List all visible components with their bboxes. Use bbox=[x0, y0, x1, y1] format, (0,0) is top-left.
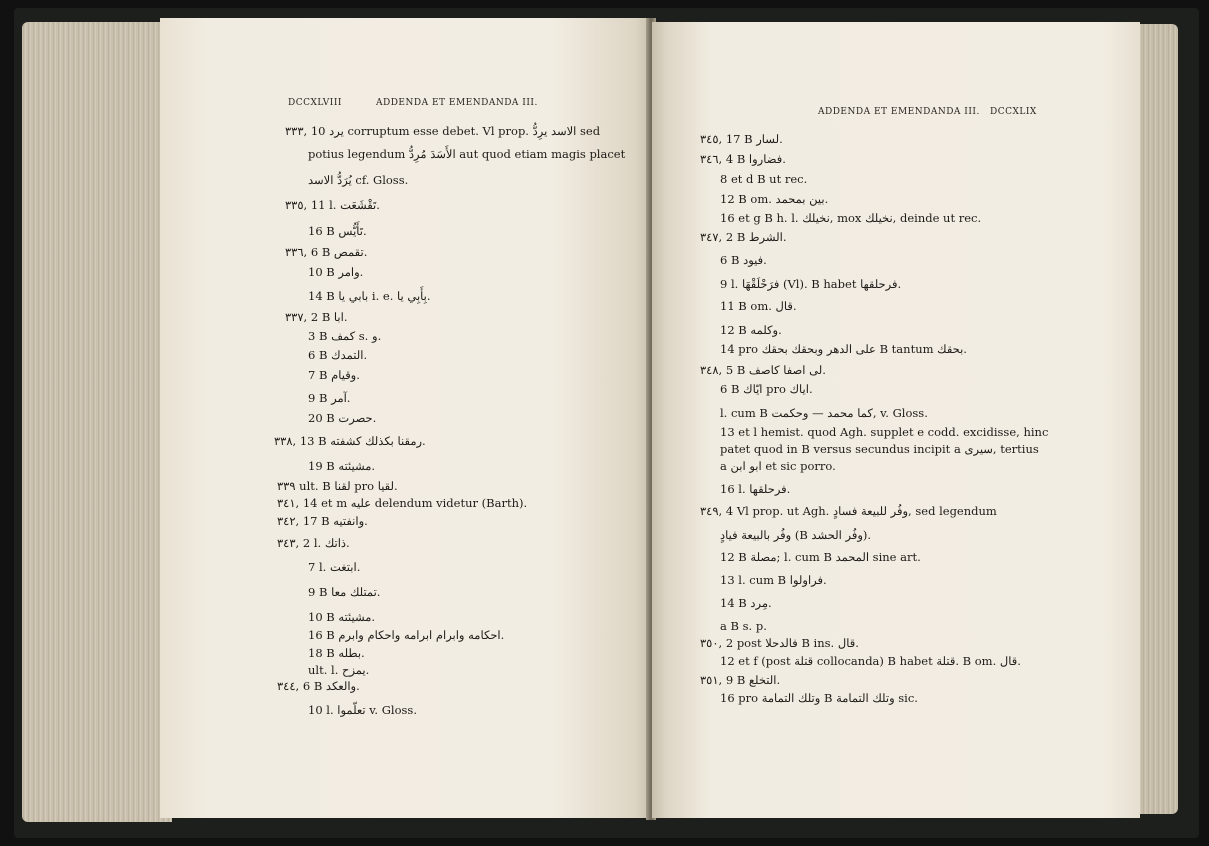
text-line: 14 pro على الدهر وبحقك بحقك B tantum بحقك. bbox=[720, 342, 967, 356]
text-line: 19 B مشيئته. bbox=[308, 459, 376, 473]
text-line: a ابو ابن et sic porro. bbox=[720, 459, 836, 473]
text-line: 12 B وكلمه. bbox=[720, 323, 782, 337]
right-folio: DCCXLIX bbox=[990, 107, 1037, 117]
text-line: 10 B مشيئته. bbox=[308, 610, 376, 624]
text-line: ٣٣٥, 11 l. تَقْشَعَت. bbox=[285, 198, 380, 212]
text-line: 14 B مِرد. bbox=[720, 596, 772, 610]
text-line: 16 pro وتلك التمامة B وتلك التمامة sic. bbox=[720, 691, 918, 705]
text-line: 16 B تَأَيُّس. bbox=[308, 224, 367, 238]
text-line: 9 B آمر. bbox=[308, 391, 351, 405]
text-line: ٣٤٣, 2 l. ذاتك. bbox=[277, 536, 350, 550]
text-line: 7 B وقيام. bbox=[308, 368, 360, 382]
text-line: ult. l. يمزح. bbox=[308, 663, 370, 677]
left-running-head: ADDENDA ET EMENDANDA III. bbox=[376, 98, 538, 108]
text-line: 7 l. ابتغت. bbox=[308, 560, 361, 574]
text-line: 9 l. فرَحْلَقْهَا (Vl). B habet فرحلقها. bbox=[720, 277, 902, 291]
text-line: 16 l. فرحلقها. bbox=[720, 482, 791, 496]
text-line: 3 B كمف s. و. bbox=[308, 329, 382, 343]
left-folio: DCCXLVIII bbox=[288, 98, 342, 108]
left-page bbox=[160, 18, 650, 818]
text-line: وفُر بالبيعة فيادٍ (B وفُر الحشد). bbox=[720, 528, 872, 542]
right-page bbox=[652, 22, 1140, 818]
text-line: 16 et g B h. l. نخيلك, mox نخيلك, deinde ut rec. bbox=[720, 211, 982, 225]
text-line: 8 et d B ut rec. bbox=[720, 172, 808, 186]
text-line: 6 B ايّاك pro اياك. bbox=[720, 382, 813, 396]
text-line: 12 et f (post قتلة collocanda) B habet قتلة. B om. قال. bbox=[720, 654, 1021, 668]
text-line: 10 l. تعلّموا v. Gloss. bbox=[308, 703, 417, 717]
left-page-edges bbox=[22, 22, 172, 822]
text-line: potius legendum الأَسَدَ مُرِدُّ aut quod etiam magis placet bbox=[308, 147, 626, 161]
text-line: ٣٣٨, 13 B رمقنا بكذلك كشفته. bbox=[274, 434, 426, 448]
text-line: ٣٥٠, 2 post فالدحلا B ins. قال. bbox=[700, 636, 859, 650]
right-running-head: ADDENDA ET EMENDANDA III. bbox=[818, 107, 980, 117]
text-line: patet quod in B versus secundus incipit a سيرى, tertius bbox=[720, 442, 1039, 456]
text-line: ٣٣٦, 6 B تقمص. bbox=[285, 245, 368, 259]
text-line: 6 B التمدك. bbox=[308, 348, 368, 362]
text-line: 12 B om. بين بمحمد. bbox=[720, 192, 829, 206]
text-line: 13 l. cum B فراولوا. bbox=[720, 573, 827, 587]
text-line: ٣٣٧, 2 B ابا. bbox=[285, 310, 348, 324]
text-line: ٣٤١, 14 et m عليه delendum videtur (Barth). bbox=[277, 496, 528, 510]
text-line: ٣٤٩, 4 Vl prop. ut Agh. وفُر للبيعة فسادٍ, sed legendum bbox=[700, 504, 997, 518]
text-line: 14 B بابي يا i. e. بِأَبِي يا. bbox=[308, 289, 431, 303]
text-line: 6 B فيود. bbox=[720, 253, 767, 267]
text-line: ٣٤٢, 17 B وانفتيه. bbox=[277, 514, 368, 528]
text-line: ٣٤٧, 2 B الشرط. bbox=[700, 230, 787, 244]
text-line: a B s. p. bbox=[720, 619, 767, 633]
text-line: 12 B مصلة; l. cum B المحمد sine art. bbox=[720, 550, 921, 564]
text-line: ٣٤٥, 17 B لسار. bbox=[700, 132, 783, 146]
text-line: 10 B وامر. bbox=[308, 265, 364, 279]
text-line: ٣٤٤, 6 B والعكد. bbox=[277, 679, 360, 693]
text-line: 20 B حصرت. bbox=[308, 411, 377, 425]
text-line: ٣٤٦, 4 B فضاروا. bbox=[700, 152, 786, 166]
text-line: 9 B تمتلك معا. bbox=[308, 585, 381, 599]
text-line: يُرَدُّ الاسد cf. Gloss. bbox=[308, 173, 409, 187]
text-line: 16 B احكامه وابرام ابرامه واحكام وابرم. bbox=[308, 628, 505, 642]
text-line: ٣٤٨, 5 B لى اصفا كاصف. bbox=[700, 363, 826, 377]
text-line: ٣٣٩ ult. B لقنا pro لقيا. bbox=[277, 479, 398, 493]
text-line: 11 B om. قال. bbox=[720, 299, 797, 313]
text-line: ٣٥١, 9 B التخلع. bbox=[700, 673, 781, 687]
text-line: l. cum B كما محمد — وحكمت, v. Gloss. bbox=[720, 406, 928, 420]
text-line: ٣٣٣, 10 يرد corruptum esse debet. Vl prop. الاسد يرِدُّ sed bbox=[285, 124, 601, 138]
text-line: 13 et l hemist. quod Agh. supplet e codd. excidisse, hinc bbox=[720, 425, 1049, 439]
text-line: 18 B بطله. bbox=[308, 646, 365, 660]
